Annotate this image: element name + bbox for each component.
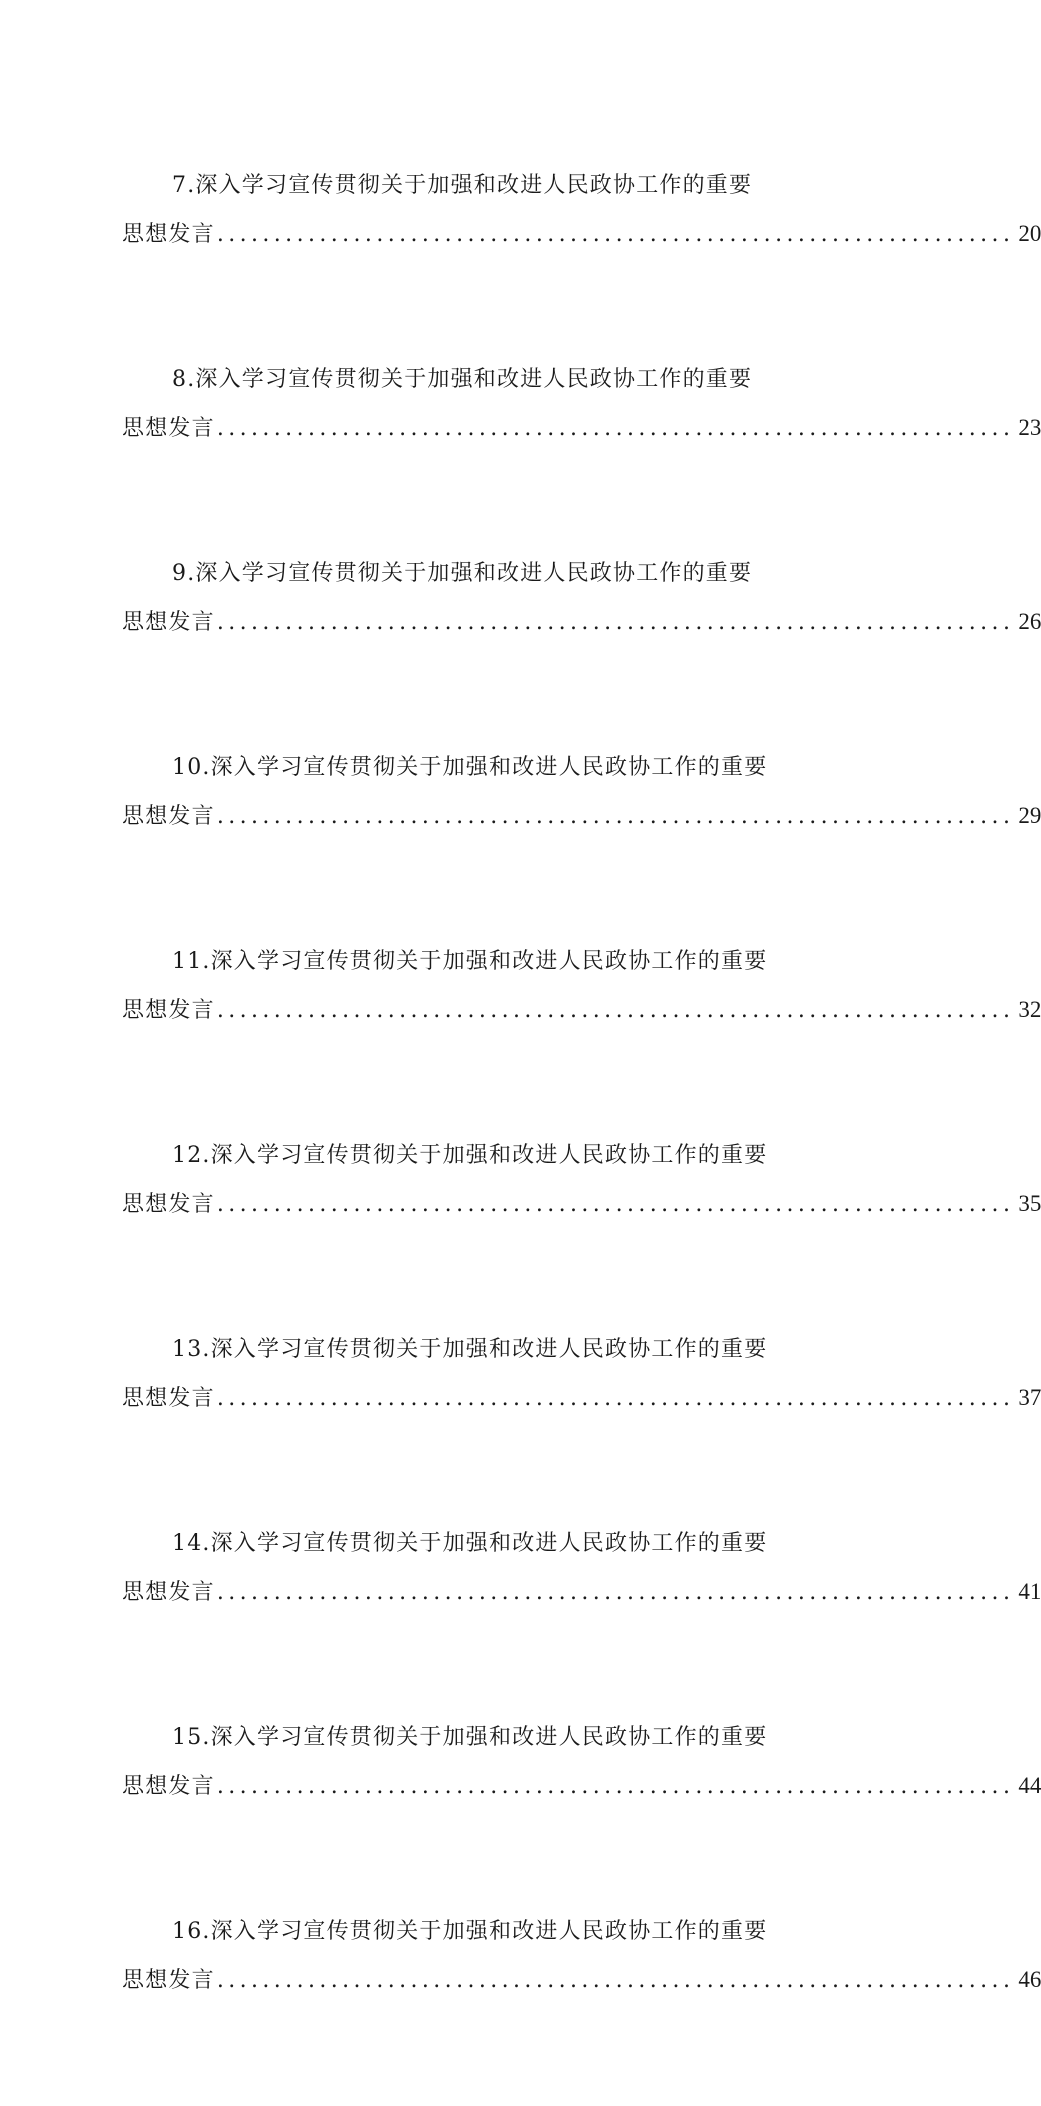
- toc-entry-title: 7.深入学习宣传贯彻关于加强和改进人民政协工作的重要: [172, 173, 753, 198]
- toc-entry-continuation: [122, 1960, 1041, 2000]
- toc-entry[interactable]: [0, 166, 1041, 360]
- toc-entry-title: 10.深入学习宣传贯彻关于加强和改进人民政协工作的重要: [172, 755, 768, 780]
- toc-entry-title-tail: 思想发言: [122, 416, 215, 441]
- toc-entry[interactable]: [0, 554, 1041, 748]
- toc-entry[interactable]: [0, 360, 1041, 554]
- toc-entry-title: 16.深入学习宣传贯彻关于加强和改进人民政协工作的重要: [172, 1919, 768, 1944]
- toc-entry-title-tail: 思想发言: [122, 610, 215, 635]
- toc-entry-continuation: [122, 1184, 1041, 1224]
- dot-leader: ......................................................................: [216, 1968, 1015, 1993]
- toc-entry[interactable]: [0, 1524, 1041, 1718]
- toc-entry-continuation: [122, 408, 1041, 448]
- dot-leader: ......................................................................: [216, 416, 1015, 441]
- toc-page-number: 29: [1018, 803, 1041, 828]
- toc-entry-title: 12.深入学习宣传贯彻关于加强和改进人民政协工作的重要: [172, 1143, 768, 1168]
- dot-leader: ......................................................................: [216, 222, 1015, 247]
- toc-entry[interactable]: [0, 1136, 1041, 1330]
- toc-entry-title-tail: 思想发言: [122, 998, 215, 1023]
- toc-entry-continuation: [122, 796, 1041, 836]
- toc-page-number: 35: [1018, 1191, 1041, 1216]
- dot-leader: ......................................................................: [216, 1386, 1015, 1411]
- toc-entry-continuation: [122, 990, 1041, 1030]
- toc-entry[interactable]: [0, 1330, 1041, 1524]
- toc-entry-continuation: [122, 1766, 1041, 1806]
- toc-entry[interactable]: [0, 942, 1041, 1136]
- toc-page-number: 23: [1018, 415, 1041, 440]
- toc-entry-title: 15.深入学习宣传贯彻关于加强和改进人民政协工作的重要: [172, 1725, 768, 1750]
- toc-page-number: 26: [1018, 609, 1041, 634]
- toc-entry-title-tail: 思想发言: [122, 1580, 215, 1605]
- toc-entry-title-tail: 思想发言: [122, 1386, 215, 1411]
- dot-leader: ......................................................................: [216, 998, 1015, 1023]
- toc-entry-continuation: [122, 602, 1041, 642]
- toc-entry-title: 14.深入学习宣传贯彻关于加强和改进人民政协工作的重要: [172, 1531, 768, 1556]
- toc-entry-continuation: [122, 1572, 1041, 1612]
- toc-entry-title: 11.深入学习宣传贯彻关于加强和改进人民政协工作的重要: [172, 949, 768, 974]
- toc-entry[interactable]: [0, 748, 1041, 942]
- toc-page-number: 46: [1018, 1967, 1041, 1992]
- toc-entry-continuation: [122, 1378, 1041, 1418]
- dot-leader: ......................................................................: [216, 1774, 1015, 1799]
- toc-entry-continuation: [122, 214, 1041, 254]
- toc-entry-title-tail: 思想发言: [122, 1968, 215, 1993]
- dot-leader: ......................................................................: [216, 610, 1015, 635]
- toc-page-number: 32: [1018, 997, 1041, 1022]
- toc-page-number: 37: [1018, 1385, 1041, 1410]
- toc-entry-title: 8.深入学习宣传贯彻关于加强和改进人民政协工作的重要: [172, 367, 753, 392]
- toc-page-number: 41: [1018, 1579, 1041, 1604]
- toc-entry-title-tail: 思想发言: [122, 1774, 215, 1799]
- toc-entry[interactable]: [0, 1718, 1041, 1912]
- dot-leader: ......................................................................: [216, 1580, 1015, 1605]
- toc-entry-title-tail: 思想发言: [122, 222, 215, 247]
- toc-entry-title-tail: 思想发言: [122, 804, 215, 829]
- dot-leader: ......................................................................: [216, 1192, 1015, 1217]
- toc-entry-title-tail: 思想发言: [122, 1192, 215, 1217]
- toc-entry-title: 13.深入学习宣传贯彻关于加强和改进人民政协工作的重要: [172, 1337, 768, 1362]
- table-of-contents: [0, 166, 1041, 2106]
- toc-page-number: 44: [1018, 1773, 1041, 1798]
- toc-page-number: 20: [1018, 221, 1041, 246]
- dot-leader: ......................................................................: [216, 804, 1015, 829]
- toc-entry-title: 9.深入学习宣传贯彻关于加强和改进人民政协工作的重要: [172, 561, 753, 586]
- toc-entry[interactable]: [0, 1912, 1041, 2106]
